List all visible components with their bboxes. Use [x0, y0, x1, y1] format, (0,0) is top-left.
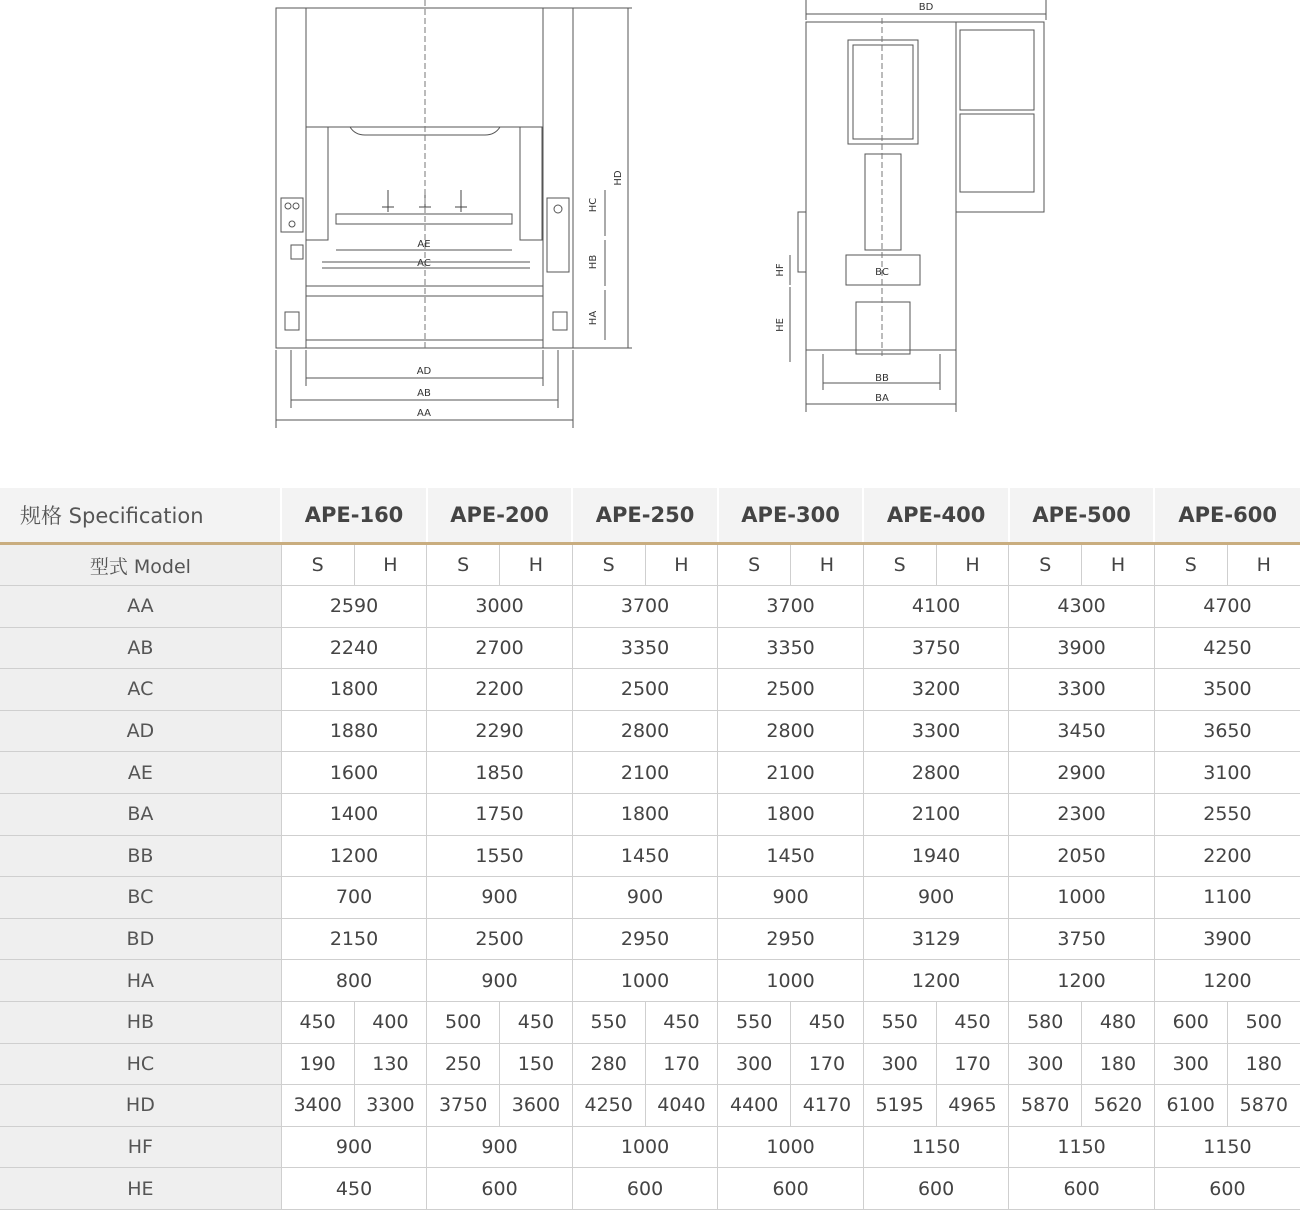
- table-row: [0, 669, 1300, 711]
- variant-h: H: [354, 544, 427, 586]
- table-cell: 550: [572, 1001, 645, 1043]
- table-row: [0, 793, 1300, 835]
- row-label: HF: [0, 1126, 281, 1168]
- row-label: HB: [0, 1001, 281, 1043]
- table-cell: 2800: [718, 710, 864, 752]
- table-cell: 800: [281, 960, 427, 1002]
- label-bd: BD: [918, 2, 934, 13]
- table-cell: 450: [281, 1001, 354, 1043]
- table-cell: 2500: [572, 669, 718, 711]
- table-cell: 4170: [791, 1085, 864, 1127]
- table-cell: 600: [572, 1168, 718, 1210]
- table-cell: 300: [1154, 1043, 1227, 1085]
- table-cell: 1800: [718, 793, 864, 835]
- table-cell: 300: [718, 1043, 791, 1085]
- row-label: BD: [0, 918, 281, 960]
- table-cell: 2100: [863, 793, 1009, 835]
- model-header: APE-500: [1009, 488, 1155, 544]
- table-cell: 580: [1009, 1001, 1082, 1043]
- table-cell: 150: [500, 1043, 573, 1085]
- table-cell: 450: [500, 1001, 573, 1043]
- row-label: BB: [0, 835, 281, 877]
- table-cell: 2700: [427, 627, 573, 669]
- label-ad: AD: [416, 366, 432, 377]
- label-hc: HC: [588, 197, 599, 213]
- table-cell: 1850: [427, 752, 573, 794]
- row-label: HE: [0, 1168, 281, 1210]
- table-row: [0, 1168, 1300, 1210]
- table-cell: 450: [791, 1001, 864, 1043]
- table-cell: 180: [1082, 1043, 1155, 1085]
- table-cell: 2500: [427, 918, 573, 960]
- variant-s: S: [427, 544, 500, 586]
- table-cell: 1150: [863, 1126, 1009, 1168]
- variant-s: S: [718, 544, 791, 586]
- row-label: HD: [0, 1085, 281, 1127]
- table-cell: 2300: [1009, 793, 1155, 835]
- variant-h: H: [791, 544, 864, 586]
- table-cell: 1100: [1154, 877, 1300, 919]
- table-cell: 600: [1009, 1168, 1155, 1210]
- table-row: [0, 877, 1300, 919]
- table-cell: 1200: [281, 835, 427, 877]
- table-cell: 400: [354, 1001, 427, 1043]
- table-cell: 3750: [1009, 918, 1155, 960]
- label-aa: AA: [417, 408, 431, 419]
- table-row: [0, 627, 1300, 669]
- table-cell: 550: [863, 1001, 936, 1043]
- table-cell: 250: [427, 1043, 500, 1085]
- table-cell: 3300: [1009, 669, 1155, 711]
- table-cell: 2100: [572, 752, 718, 794]
- table-cell: 300: [1009, 1043, 1082, 1085]
- table-cell: 170: [645, 1043, 718, 1085]
- side-view: [790, 0, 1046, 412]
- table-cell: 1150: [1154, 1126, 1300, 1168]
- variant-h: H: [500, 544, 573, 586]
- table-row: [0, 544, 1300, 586]
- label-he: HE: [775, 318, 786, 332]
- table-cell: 450: [645, 1001, 718, 1043]
- table-cell: 1200: [863, 960, 1009, 1002]
- table-cell: 900: [718, 877, 864, 919]
- table-cell: 1450: [572, 835, 718, 877]
- table-cell: 3000: [427, 586, 573, 628]
- row-label: BA: [0, 793, 281, 835]
- table-cell: 1940: [863, 835, 1009, 877]
- variant-s: S: [1009, 544, 1082, 586]
- table-cell: 180: [1227, 1043, 1300, 1085]
- label-ha: HA: [588, 310, 599, 326]
- table-row: [0, 752, 1300, 794]
- table-cell: 1000: [718, 960, 864, 1002]
- table-cell: 3750: [863, 627, 1009, 669]
- row-label: AE: [0, 752, 281, 794]
- row-label: HC: [0, 1043, 281, 1085]
- table-cell: 600: [427, 1168, 573, 1210]
- spec-header: 规格 Specification: [0, 488, 281, 544]
- table-cell: 900: [427, 960, 573, 1002]
- table-cell: 1450: [718, 835, 864, 877]
- table-cell: 130: [354, 1043, 427, 1085]
- table-cell: 1750: [427, 793, 573, 835]
- model-header: APE-300: [718, 488, 864, 544]
- table-cell: 6100: [1154, 1085, 1227, 1127]
- table-cell: 1880: [281, 710, 427, 752]
- table-cell: 900: [572, 877, 718, 919]
- table-cell: 450: [936, 1001, 1009, 1043]
- table-cell: 4250: [1154, 627, 1300, 669]
- table-cell: 2240: [281, 627, 427, 669]
- table-cell: 5620: [1082, 1085, 1155, 1127]
- table-cell: 2800: [863, 752, 1009, 794]
- model-header: APE-250: [572, 488, 718, 544]
- table-cell: 900: [863, 877, 1009, 919]
- row-label: AC: [0, 669, 281, 711]
- table-cell: 4250: [572, 1085, 645, 1127]
- label-hd: HD: [613, 170, 624, 186]
- specification-table: [0, 488, 1300, 1210]
- table-row: [0, 1001, 1300, 1043]
- table-cell: 3700: [718, 586, 864, 628]
- table-cell: 600: [718, 1168, 864, 1210]
- table-cell: 2900: [1009, 752, 1155, 794]
- table-cell: 170: [791, 1043, 864, 1085]
- table-row: [0, 1043, 1300, 1085]
- table-cell: 2800: [572, 710, 718, 752]
- table-cell: 900: [427, 1126, 573, 1168]
- table-row: [0, 586, 1300, 628]
- table-cell: 280: [572, 1043, 645, 1085]
- table-cell: 3750: [427, 1085, 500, 1127]
- table-row: [0, 1126, 1300, 1168]
- variant-h: H: [1082, 544, 1155, 586]
- table-cell: 4040: [645, 1085, 718, 1127]
- table-cell: 2200: [427, 669, 573, 711]
- table-cell: 3300: [863, 710, 1009, 752]
- table-cell: 4300: [1009, 586, 1155, 628]
- table-cell: 2050: [1009, 835, 1155, 877]
- table-cell: 1000: [572, 960, 718, 1002]
- table-cell: 3700: [572, 586, 718, 628]
- label-ab: AB: [417, 388, 431, 399]
- table-cell: 2290: [427, 710, 573, 752]
- table-cell: 480: [1082, 1001, 1155, 1043]
- table-cell: 2150: [281, 918, 427, 960]
- table-cell: 190: [281, 1043, 354, 1085]
- table-cell: 1000: [1009, 877, 1155, 919]
- label-hb: HB: [588, 254, 599, 270]
- variant-s: S: [863, 544, 936, 586]
- row-label: AB: [0, 627, 281, 669]
- table-cell: 1200: [1009, 960, 1155, 1002]
- model-header: APE-200: [427, 488, 573, 544]
- table-cell: 3350: [572, 627, 718, 669]
- variant-h: H: [1227, 544, 1300, 586]
- table-cell: 900: [427, 877, 573, 919]
- table-row: [0, 1085, 1300, 1127]
- front-view: [276, 0, 632, 428]
- table-cell: 1000: [718, 1126, 864, 1168]
- table-cell: 4100: [863, 586, 1009, 628]
- table-cell: 900: [281, 1126, 427, 1168]
- row-label: AA: [0, 586, 281, 628]
- table-cell: 3600: [500, 1085, 573, 1127]
- table-cell: 600: [1154, 1001, 1227, 1043]
- table-cell: 3300: [354, 1085, 427, 1127]
- table-cell: 2100: [718, 752, 864, 794]
- table-header-row: [0, 488, 1300, 544]
- table-cell: 2590: [281, 586, 427, 628]
- label-ac: AC: [417, 258, 431, 269]
- table-cell: 3500: [1154, 669, 1300, 711]
- label-hf: HF: [775, 263, 786, 277]
- table-cell: 1150: [1009, 1126, 1155, 1168]
- table-row: [0, 835, 1300, 877]
- table-cell: 3100: [1154, 752, 1300, 794]
- table-cell: 3400: [281, 1085, 354, 1127]
- table-cell: 500: [427, 1001, 500, 1043]
- table-cell: 3350: [718, 627, 864, 669]
- table-cell: 4700: [1154, 586, 1300, 628]
- variant-h: H: [645, 544, 718, 586]
- table-cell: 2950: [572, 918, 718, 960]
- table-cell: 2500: [718, 669, 864, 711]
- model-header: APE-160: [281, 488, 427, 544]
- table-row: [0, 918, 1300, 960]
- table-cell: 1800: [572, 793, 718, 835]
- table-cell: 1800: [281, 669, 427, 711]
- table-cell: 600: [863, 1168, 1009, 1210]
- table-cell: 300: [863, 1043, 936, 1085]
- row-label: HA: [0, 960, 281, 1002]
- table-cell: 1400: [281, 793, 427, 835]
- table-cell: 1600: [281, 752, 427, 794]
- table-cell: 5870: [1227, 1085, 1300, 1127]
- table-cell: 2950: [718, 918, 864, 960]
- label-ba: BA: [875, 393, 889, 404]
- label-bc: BC: [875, 267, 889, 278]
- table-cell: 1550: [427, 835, 573, 877]
- table-cell: 4965: [936, 1085, 1009, 1127]
- variant-s: S: [281, 544, 354, 586]
- row-label: BC: [0, 877, 281, 919]
- row-label: 型式 Model: [0, 544, 281, 586]
- variant-s: S: [1154, 544, 1227, 586]
- model-header: APE-600: [1154, 488, 1300, 544]
- table-row: [0, 710, 1300, 752]
- table-cell: 2550: [1154, 793, 1300, 835]
- table-cell: 450: [281, 1168, 427, 1210]
- label-bb: BB: [875, 373, 889, 384]
- table-cell: 3129: [863, 918, 1009, 960]
- variant-s: S: [572, 544, 645, 586]
- table-cell: 3650: [1154, 710, 1300, 752]
- table-cell: 1200: [1154, 960, 1300, 1002]
- table-cell: 3200: [863, 669, 1009, 711]
- label-ae: AE: [417, 239, 431, 250]
- table-cell: 500: [1227, 1001, 1300, 1043]
- table-cell: 5870: [1009, 1085, 1082, 1127]
- table-cell: 3900: [1009, 627, 1155, 669]
- table-cell: 3900: [1154, 918, 1300, 960]
- table-cell: 550: [718, 1001, 791, 1043]
- variant-h: H: [936, 544, 1009, 586]
- table-cell: 4400: [718, 1085, 791, 1127]
- table-cell: 2200: [1154, 835, 1300, 877]
- table-cell: 700: [281, 877, 427, 919]
- model-header: APE-400: [863, 488, 1009, 544]
- table-row: [0, 960, 1300, 1002]
- table-cell: 1000: [572, 1126, 718, 1168]
- row-label: AD: [0, 710, 281, 752]
- table-cell: 3450: [1009, 710, 1155, 752]
- table-cell: 600: [1154, 1168, 1300, 1210]
- table-cell: 5195: [863, 1085, 936, 1127]
- table-cell: 170: [936, 1043, 1009, 1085]
- press-dimension-drawing: [0, 0, 1300, 440]
